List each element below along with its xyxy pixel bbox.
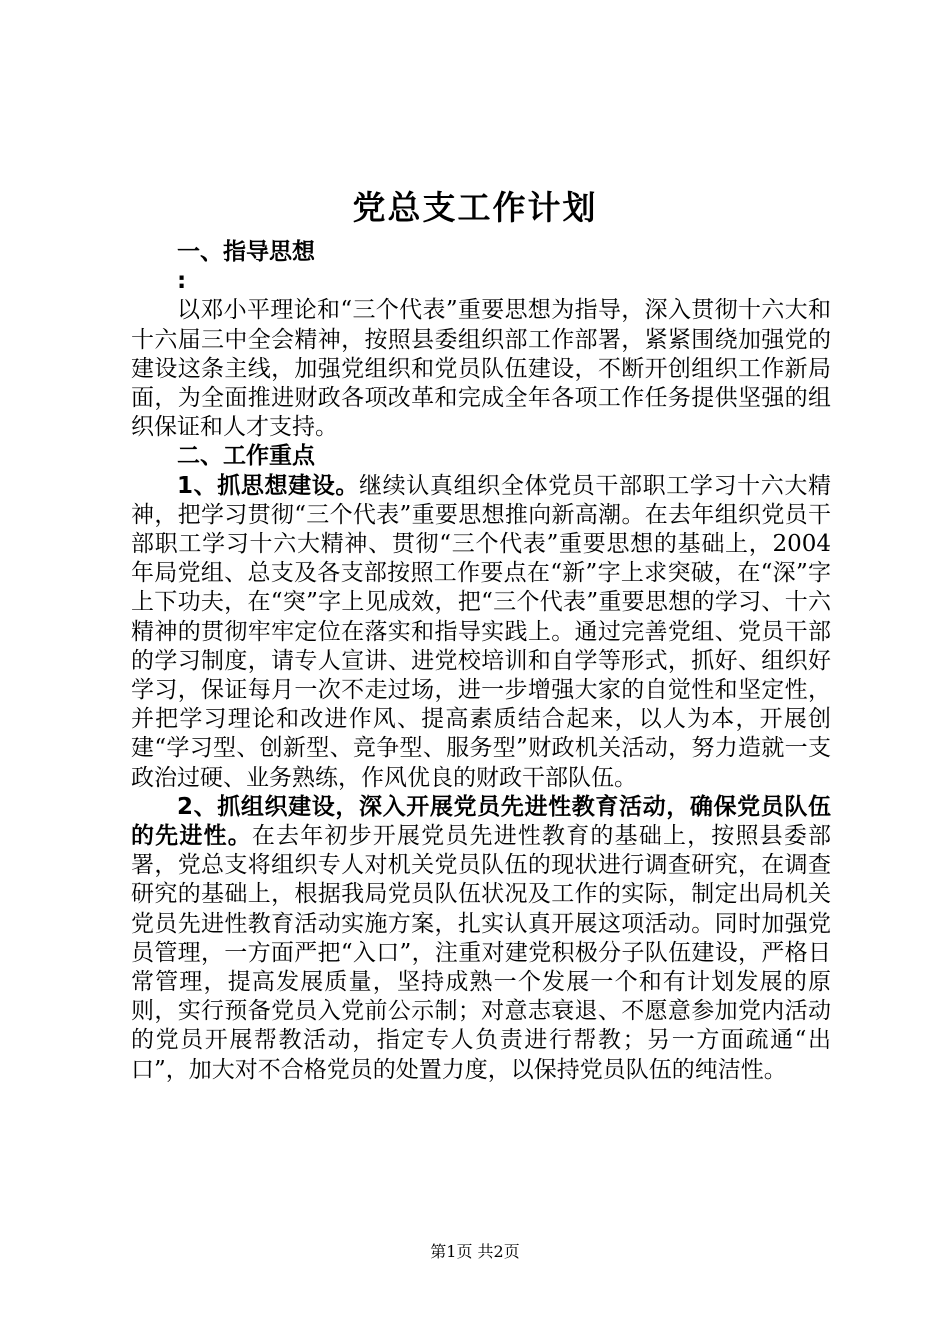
work-item-organization-lead: 2、抓组织建设，深入开展党员先进性教育活动，确保党员队伍的先进性。 <box>131 793 831 850</box>
work-item-ideology-paragraph <box>131 472 831 793</box>
work-item-organization-paragraph <box>131 793 831 1085</box>
section-colon: : <box>177 268 187 295</box>
page-footer: 第1页 共2页 <box>430 1242 520 1261</box>
work-item-ideology-lead: 1、抓思想建设。 <box>177 472 360 499</box>
document-body <box>131 238 831 1085</box>
section-heading-work-focus: 二、工作重点 <box>177 443 315 470</box>
work-item-ideology-body: 继续认真组织全体党员干部职工学习十六大精神，把学习贯彻“三个代表”重要思想推向新高潮。在去年组织党员干部职工学习十六大精神、贯彻“三个代表”重要思想的基础上，2004年局党组、总支及各支部按照工作要点在“新”字上求突破，在“深”字上下功夫，在“突”字上见成效，把“三个代表”重要思想的学习、十六精神的贯彻牢牢定位在落实和指导实践上。通过完善党组、党员干部的学习制度，请专人宣讲、进党校培训和自学等形式，抓好、组织好学习，保证每月一次不走过场，进一步增强大家的自觉性和坚定性，并把学习理论和改进作风、提高素质结合起来，以人为本，开展创建“学习型、创新型、竞争型、服务型”财政机关活动，努力造就一支政治过硬、业务熟练，作风优良的财政干部队伍。 <box>131 472 831 791</box>
section-heading-guiding-thought: 一、指导思想 <box>177 239 315 265</box>
work-item-organization-body: 在去年初步开展党员先进性教育的基础上，按照县委部署，党总支将组织专人对机关党员队伍的现状进行调查研究，在调查研究的基础上，根据我局党员队伍状况及工作的实际，制定出局机关党员先进性教育活动实施方案，扎实认真开展这项活动。同时加强党员管理，一方面严把“入口”，注重对建党积极分子队伍建设，严格日常管理，提高发展质量，坚持成熟一个发展一个和有计划发展的原则，实行预备党员入党前公示制；对意志衰退、不愿意参加党内活动的党员开展帮教活动，指定专人负责进行帮教；另一方面疏通“出口”，加大对不合格党员的处置力度，以保持党员队伍的纯洁性。 <box>131 823 832 1083</box>
document-title: 党总支工作计划 <box>352 188 598 227</box>
guiding-thought-paragraph: 以邓小平理论和“三个代表”重要思想为指导，深入贯彻十六大和十六届三中全会精神，按照县委组织部工作部署，紧紧围绕加强党的建设这条主线，加强党组织和党员队伍建设，不断开创组织工作新局面，为全面推进财政各项改革和完成全年各项工作任务提供坚强的组织保证和人才支持。 <box>131 297 831 441</box>
